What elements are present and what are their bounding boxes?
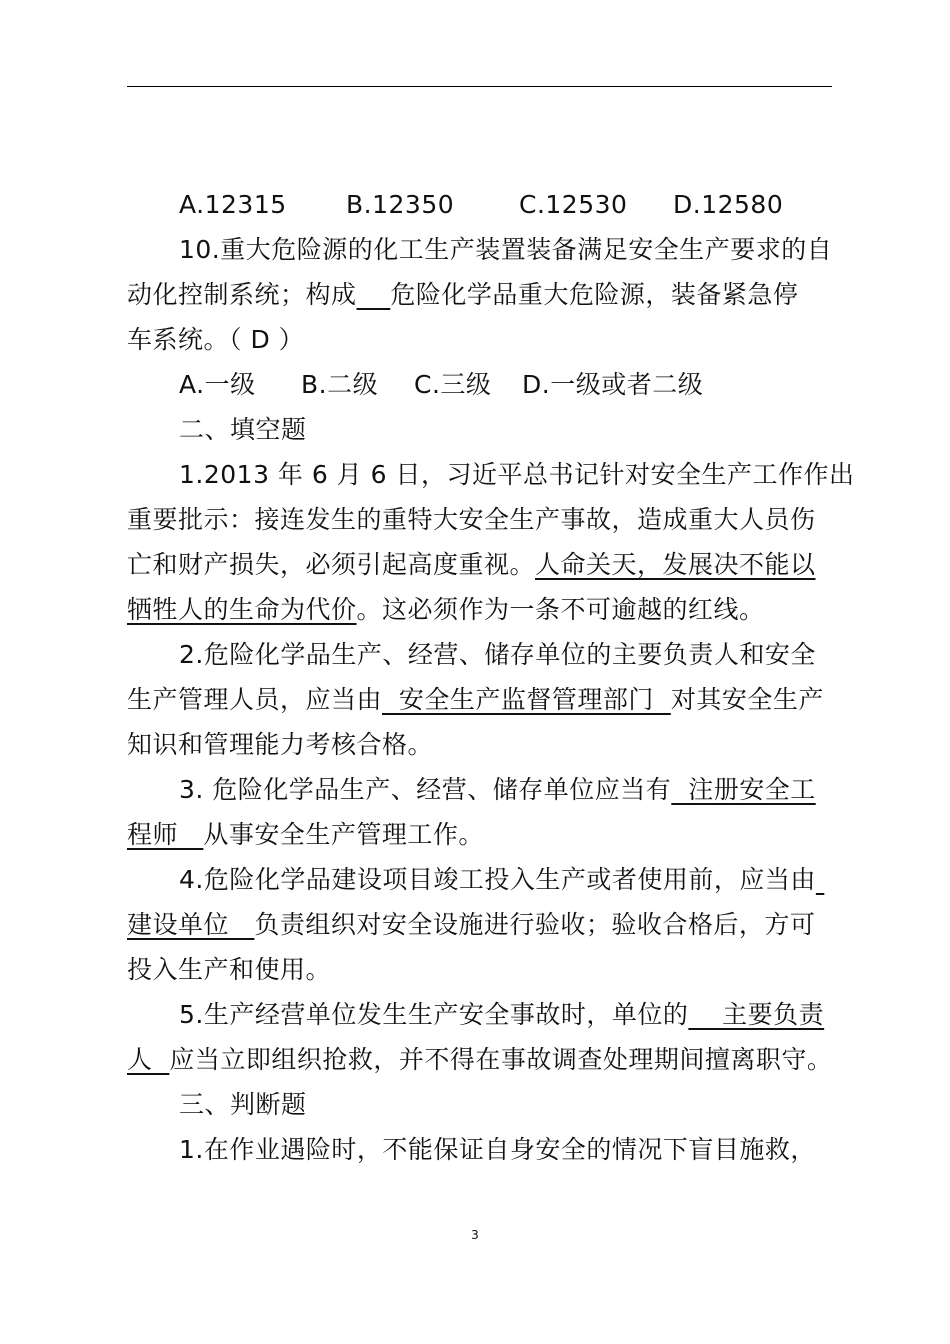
fill-3-line-1: 3. 危险化学品生产、经营、储存单位应当有 注册安全工: [179, 775, 816, 804]
q10-line-2: 动化控制系统；构成 危险化学品重大危险源，装备紧急停: [127, 280, 799, 309]
fill-4-line-2: 建设单位 负责组织对安全设施进行验收；验收合格后，方可: [127, 910, 816, 939]
q10-line-3: 车系统。（ D ）: [127, 325, 305, 354]
fill-4-line-3: 投入生产和使用。: [127, 955, 332, 984]
fill-5-line-1: 5.生产经营单位发生生产安全事故时，单位的 主要负责: [179, 1000, 825, 1029]
judge-1-line-1: 1.在作业遇险时，不能保证自身安全的情况下盲目施救，: [179, 1135, 816, 1164]
page-number: 3: [471, 1228, 479, 1242]
fill-1-line-3: 亡和财产损失，必须引起高度重视。人命关天，发展决不能以: [127, 550, 816, 579]
fill-5-answer-cont: 人: [127, 1045, 170, 1074]
fill-3-line-2: 程师 从事安全生产管理工作。: [127, 820, 484, 849]
fill-1-line-1: 1.2013 年 6 月 6 日，习近平总书记针对安全生产工作作出: [179, 460, 855, 489]
q10-line-1: 10.重大危险源的化工生产装置装备满足安全生产要求的自: [179, 235, 833, 264]
section-3-title: 三、判断题: [179, 1090, 307, 1119]
q10-blank: [357, 280, 391, 309]
q10-option-a: A.一级: [179, 370, 256, 399]
q10-option-d: D.一级或者二级: [522, 370, 704, 399]
section-2-title: 二、填空题: [179, 415, 307, 444]
fill-3-answer: 注册安全工: [671, 775, 816, 804]
fill-5-line-2: 人 应当立即组织抢救，并不得在事故调查处理期间擅离职守。: [127, 1045, 833, 1074]
fill-2-answer: 安全生产监督管理部门: [382, 685, 671, 714]
header-rule: [127, 86, 832, 87]
fill-2-line-2: 生产管理人员，应当由 安全生产监督管理部门 对其安全生产: [127, 685, 824, 714]
q10-options: [127, 362, 832, 407]
q9-option-d: D.12580: [673, 190, 784, 219]
document-body: [127, 182, 855, 1172]
q9-option-a: A.12315: [179, 190, 287, 219]
q10-option-c: C.三级: [414, 370, 492, 399]
fill-4-line-1: 4.危险化学品建设项目竣工投入生产或者使用前，应当由: [179, 865, 816, 894]
fill-1-answer: 人命关天，发展决不能以: [535, 550, 816, 579]
fill-1-line-4: 牺牲人的生命为代价。这必须作为一条不可逾越的红线。: [127, 595, 765, 624]
fill-2-line-1: 2.危险化学品生产、经营、储存单位的主要负责人和安全: [179, 640, 816, 669]
fill-4-answer: 建设单位: [127, 910, 255, 939]
fill-3-answer-cont: 程师: [127, 820, 204, 849]
q9-options: [127, 182, 832, 227]
fill-1-answer-cont: 牺牲人的生命为代价: [127, 595, 357, 624]
q9-option-c: C.12530: [519, 190, 628, 219]
fill-2-line-3: 知识和管理能力考核合格。: [127, 730, 434, 759]
fill-5-answer: 主要负责: [688, 1000, 825, 1029]
q9-option-b: B.12350: [346, 190, 455, 219]
fill-1-line-2: 重要批示：接连发生的重特大安全生产事故，造成重大人员伤: [127, 505, 816, 534]
q10-option-b: B.二级: [301, 370, 379, 399]
